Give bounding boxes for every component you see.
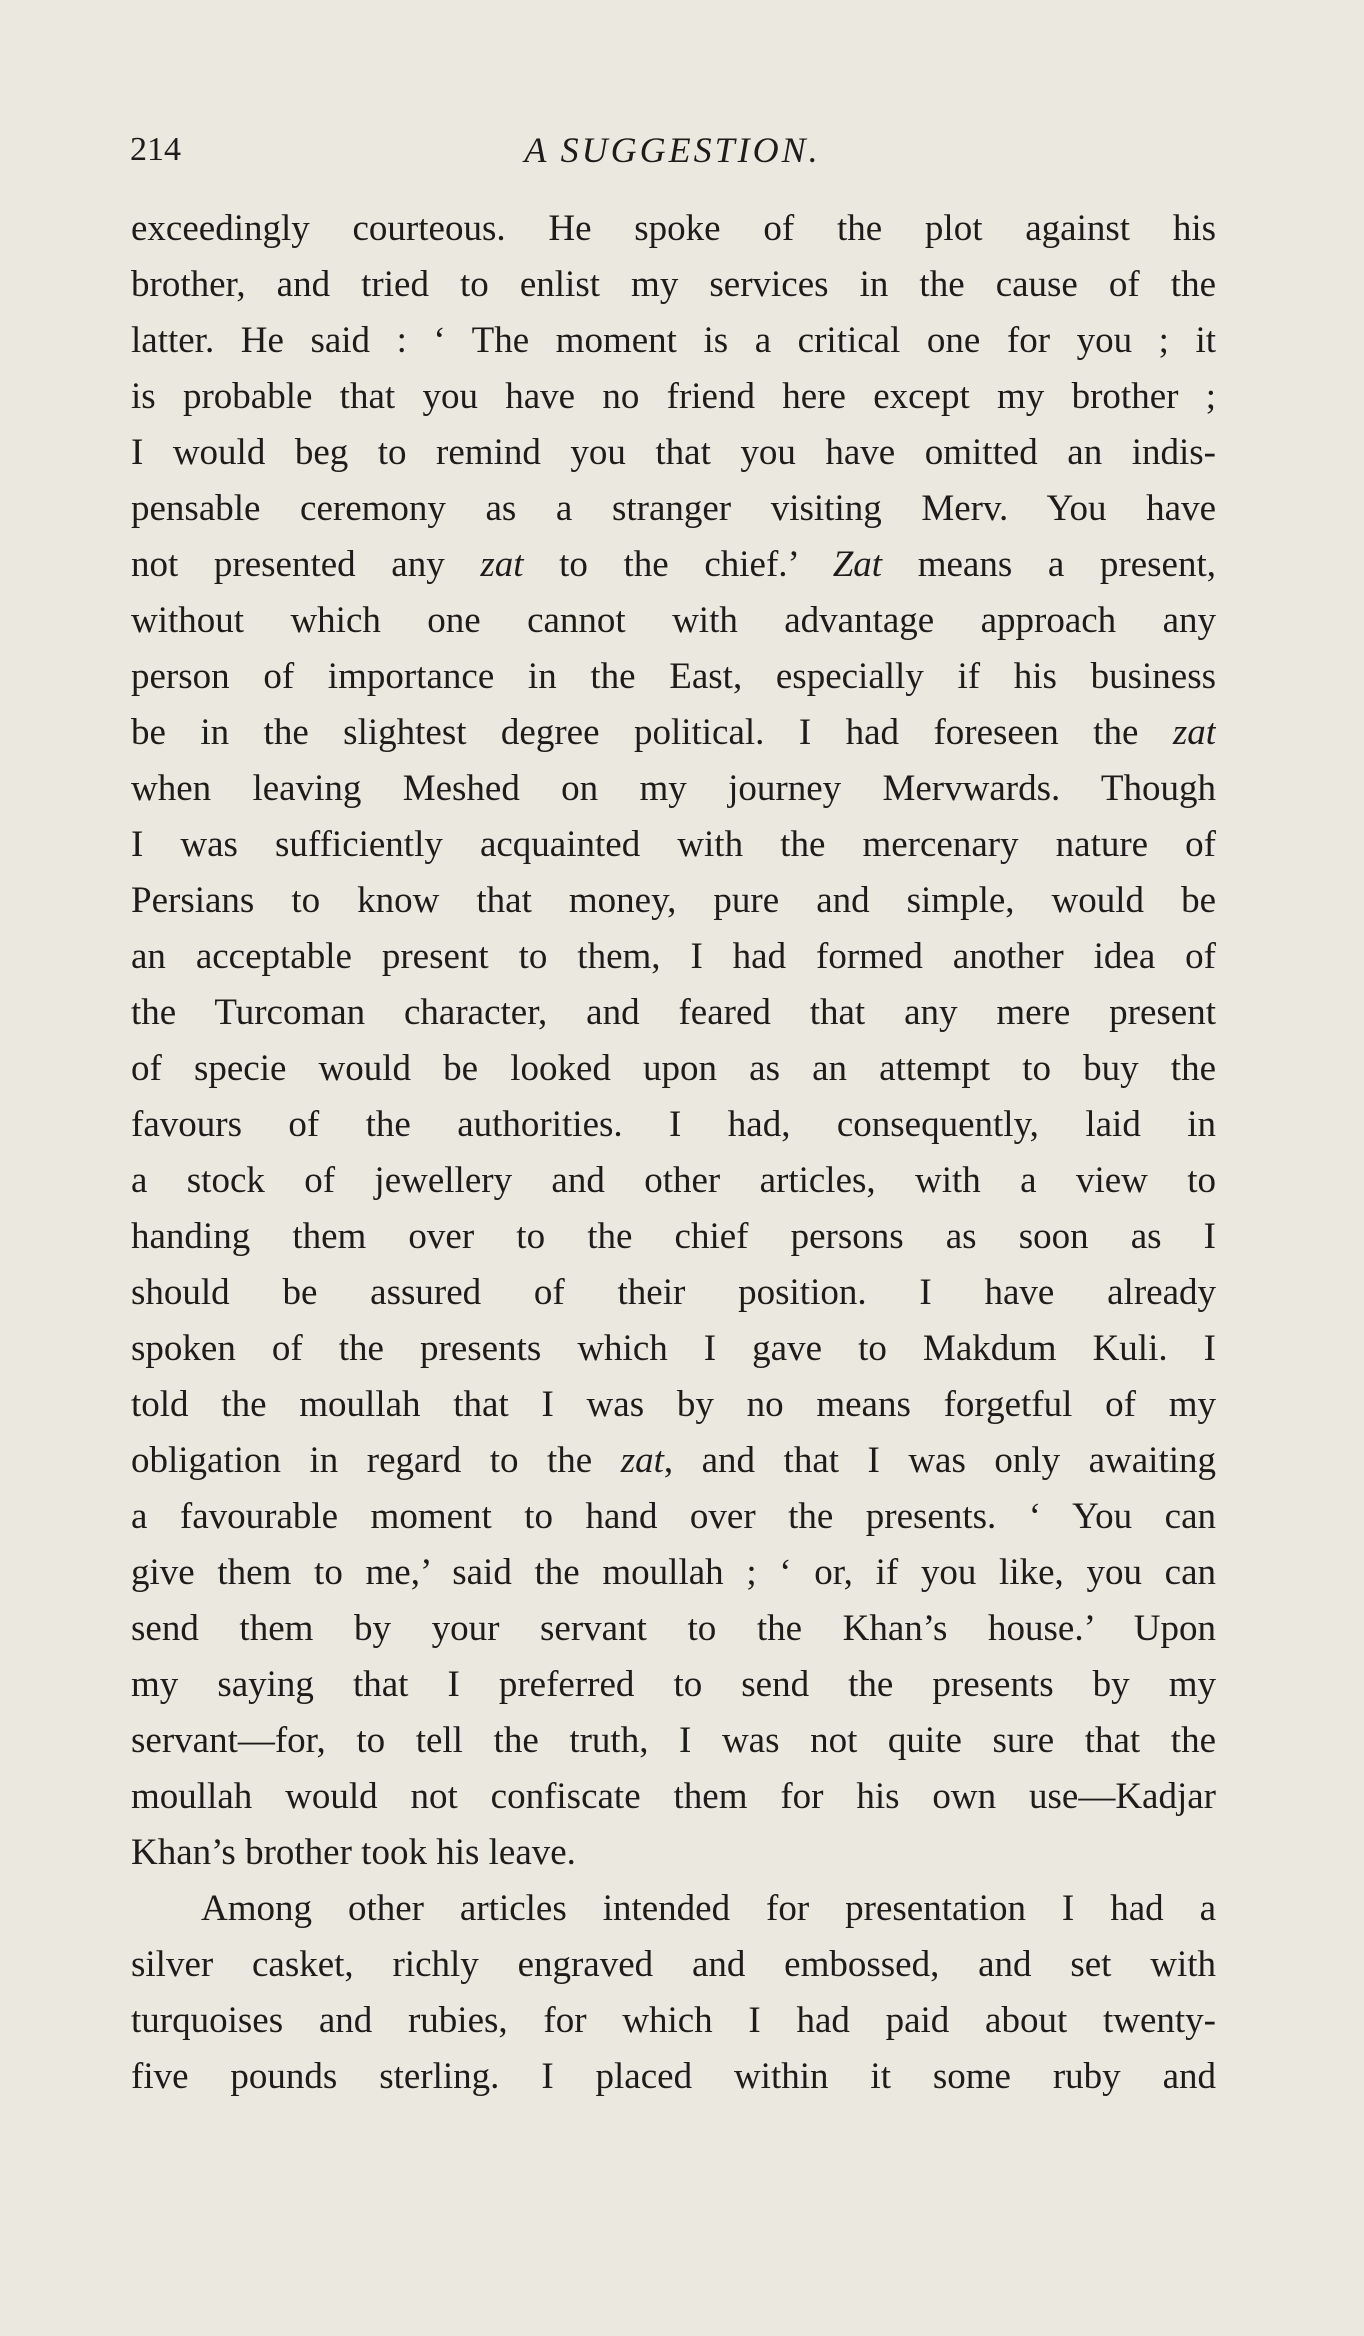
running-head bbox=[130, 120, 1215, 180]
paragraph bbox=[131, 1881, 1216, 2105]
text-line: obligation in regard to the zat, and that I was only awaiting bbox=[131, 1440, 1216, 1481]
text-line: without which one cannot with advantage approach any bbox=[131, 600, 1216, 641]
text-line: spoken of the presents which I gave to Makdum Kuli. I bbox=[131, 1328, 1216, 1369]
text-line: five pounds sterling. I placed within it some ruby and bbox=[131, 2056, 1216, 2097]
text-line: pensable ceremony as a stranger visiting Merv. You have bbox=[131, 488, 1216, 529]
text-line: is probable that you have no friend here except my brother ; bbox=[131, 376, 1216, 417]
text-line: Khan’s brother took his leave. bbox=[131, 1832, 576, 1873]
text-line: brother, and tried to enlist my services in the cause of the bbox=[131, 264, 1216, 305]
text-line: exceedingly courteous. He spoke of the plot against his bbox=[131, 208, 1216, 249]
text-line: turquoises and rubies, for which I had paid about twenty- bbox=[131, 2000, 1216, 2041]
text-line: latter. He said : ‘ The moment is a critical one for you ; it bbox=[131, 320, 1216, 361]
text-line: send them by your servant to the Khan’s house.’ Upon bbox=[131, 1608, 1216, 1649]
text-line: a stock of jewellery and other articles, with a view to bbox=[131, 1160, 1216, 1201]
text-line: a favourable moment to hand over the presents. ‘ You can bbox=[131, 1496, 1216, 1537]
text-line: should be assured of their position. I have already bbox=[131, 1272, 1216, 1313]
paragraph bbox=[131, 201, 1216, 1881]
text-line: the Turcoman character, and feared that any mere present bbox=[131, 992, 1216, 1033]
text-line: servant—for, to tell the truth, I was not quite sure that the bbox=[131, 1720, 1216, 1761]
text-line: favours of the authorities. I had, consequently, laid in bbox=[131, 1104, 1216, 1145]
text-line: an acceptable present to them, I had formed another idea of bbox=[131, 936, 1216, 977]
page-number: 214 bbox=[130, 131, 181, 168]
text-line: I would beg to remind you that you have omitted an indis- bbox=[131, 432, 1216, 473]
text-line: Persians to know that money, pure and simple, would be bbox=[131, 880, 1216, 921]
text-line: my saying that I preferred to send the presents by my bbox=[131, 1664, 1216, 1705]
text-line: I was sufficiently acquainted with the mercenary nature of bbox=[131, 824, 1216, 865]
text-line: when leaving Meshed on my journey Mervwards. Though bbox=[131, 768, 1216, 809]
text-line: give them to me,’ said the moullah ; ‘ or, if you like, you can bbox=[131, 1552, 1216, 1593]
text-line: silver casket, richly engraved and embossed, and set with bbox=[131, 1944, 1216, 1985]
text-line: not presented any zat to the chief.’ Zat means a present, bbox=[131, 544, 1216, 585]
body-text bbox=[131, 201, 1216, 2105]
text-line: of specie would be looked upon as an attempt to buy the bbox=[131, 1048, 1216, 1089]
text-line: handing them over to the chief persons as soon as I bbox=[131, 1216, 1216, 1257]
text-line: told the moullah that I was by no means forgetful of my bbox=[131, 1384, 1216, 1425]
text-line: be in the slightest degree political. I had foreseen the zat bbox=[131, 712, 1216, 753]
text-line: person of importance in the East, especially if his business bbox=[131, 656, 1216, 697]
text-line: Among other articles intended for presentation I had a bbox=[201, 1888, 1216, 1929]
running-title: A SUGGESTION. bbox=[524, 130, 821, 170]
text-line: moullah would not confiscate them for his own use—Kadjar bbox=[131, 1776, 1216, 1817]
